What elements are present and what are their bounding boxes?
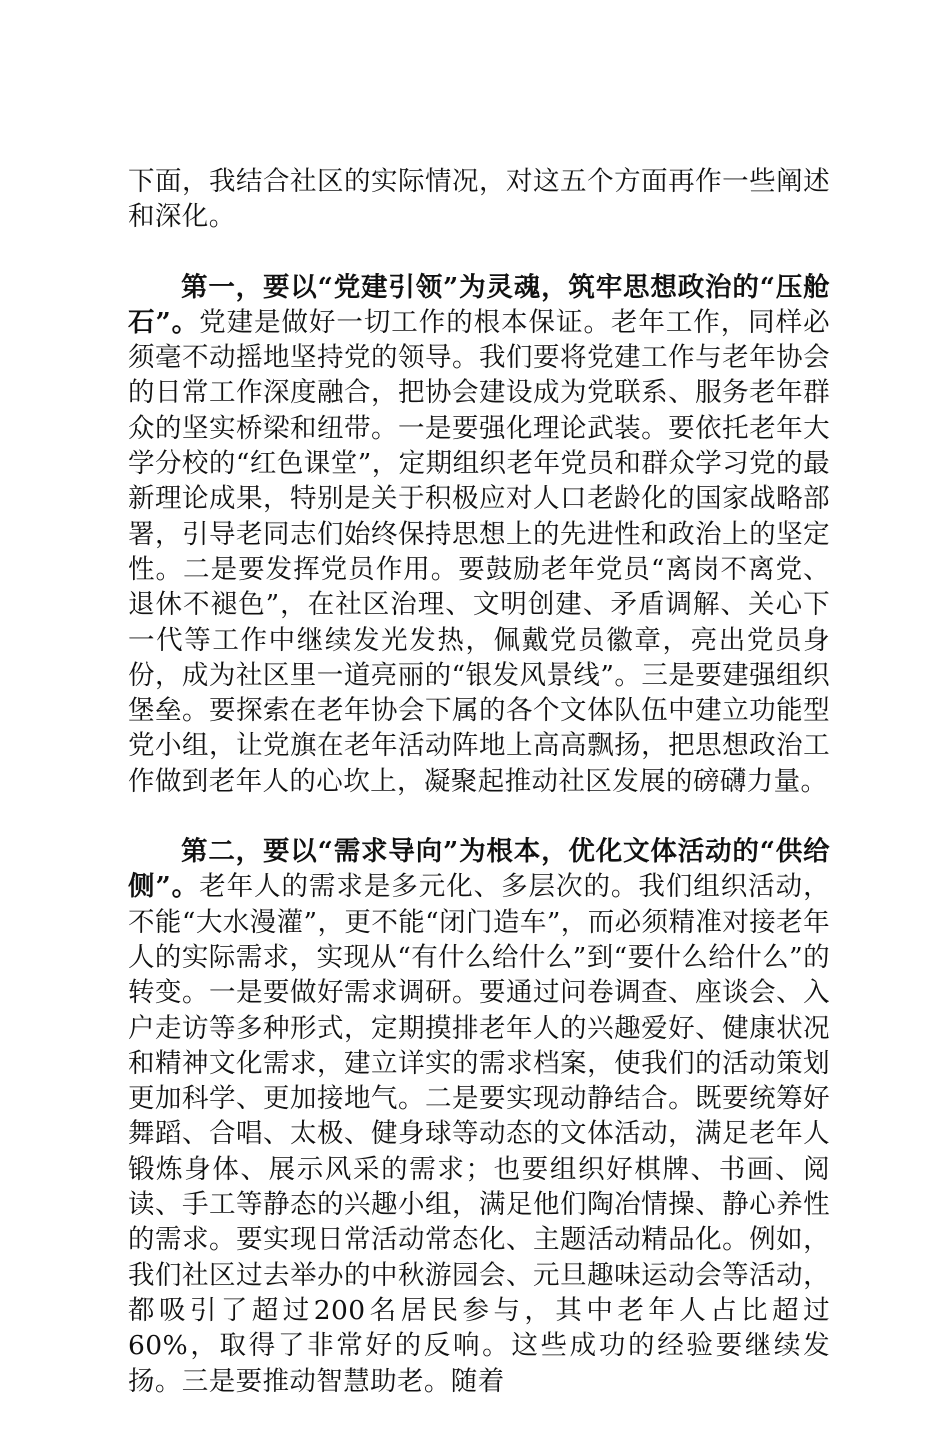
paragraph-intro <box>128 164 830 235</box>
paragraph-lead: 第一，要以“党建引领”为灵魂，筑牢思想政治的“压舱石”。 <box>128 271 830 338</box>
paragraph-party-building <box>128 270 830 799</box>
paragraph-lead: 第二，要以“需求导向”为根本，优化文体活动的“供给侧”。 <box>128 836 830 903</box>
paragraph-text: 老年人的需求是多元化、多层次的。我们组织活动，不能“大水漫灌”，更不能“闭门造车”，而必须精准对接老年人的实际需求，实现从“有什么给什么”到“要什么给什么”的转变。一是要做好需求调研。要通过问卷调查、座谈会、入户走访等多种形式，定期摸排老年人的兴趣爱好、健康状况和精神文化需求，建立详实的需求档案，使我们的活动策划更加科学、更加接地气。二是要实现动静结合。既要统筹好舞蹈、合唱、太极、健身球等动态的文体活动，满足老年人锻炼身体、展示风采的需求；也要组织好棋牌、书画、阅读、手工等静态的兴趣小组，满足他们陶冶情操、静心养性的需求。要实现日常活动常态化、主题活动精品化。例如，我们社区过去举办的中秋游园会、元旦趣味运动会等活动，都吸引了超过200名居民参与，其中老年人占比超过60%，取得了非常好的反响。这些成功的经验要继续发扬。三是要推动智慧助老。随着 <box>128 871 830 1397</box>
document-body <box>128 164 830 1434</box>
paragraph-text: 下面，我结合社区的实际情况，对这五个方面再作一些阐述和深化。 <box>128 166 830 233</box>
paragraph-text: 党建是做好一切工作的根本保证。老年工作，同样必须毫不动摇地坚持党的领导。我们要将党建工作与老年协会的日常工作深度融合，把协会建设成为党联系、服务老年群众的坚实桥梁和纽带。一是要强化理论武装。要依托老年大学分校的“红色课堂”，定期组织老年党员和群众学习党的最新理论成果，特别是关于积极应对人口老龄化的国家战略部署，引导老同志们始终保持思想上的先进性和政治上的坚定性。二是要发挥党员作用。要鼓励老年党员“离岗不离党、退休不褪色”，在社区治理、文明创建、矛盾调解、关心下一代等工作中继续发光发热，佩戴党员徽章，亮出党员身份，成为社区里一道亮丽的“银发风景线”。三是要建强组织堡垒。要探索在老年协会下属的各个文体队伍中建立功能型党小组，让党旗在老年活动阵地上高高飘扬，把思想政治工作做到老年人的心坎上，凝聚起推动社区发展的磅礴力量。 <box>128 306 830 797</box>
paragraph-demand-oriented <box>128 834 830 1399</box>
